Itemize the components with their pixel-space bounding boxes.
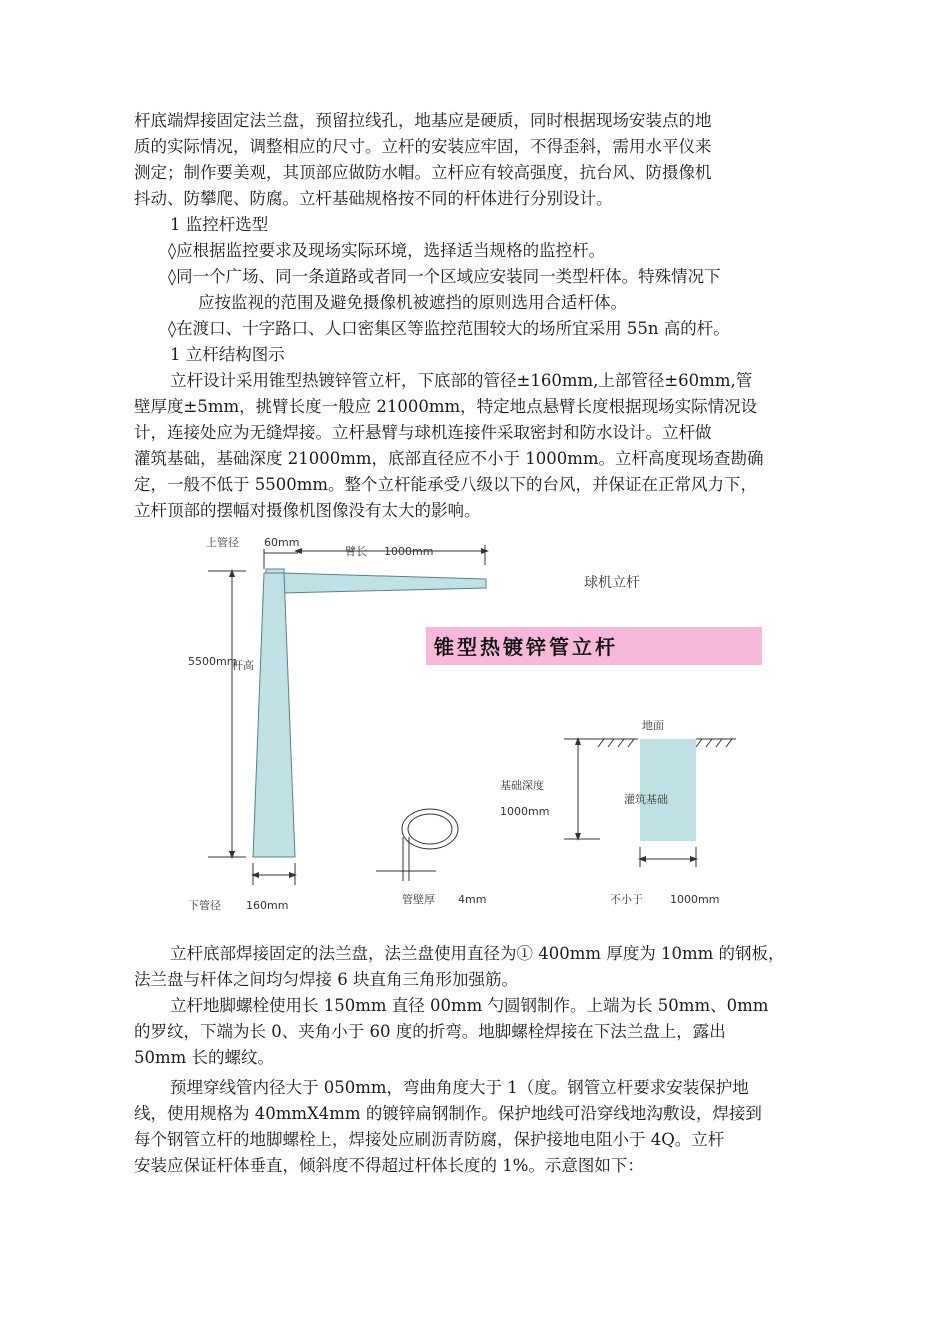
ground-label: 地面	[642, 719, 664, 732]
paragraph-line: 每个钢管立杆的地脚螺栓上，焊接处应刷沥青防腐，保护接地电阻小于 4Q。立杆	[134, 1130, 725, 1149]
foundation-block	[640, 739, 696, 841]
paragraph-line: 的罗纹，下端为长 0、夹角小于 60 度的折弯。地脚螺栓焊接在下法兰盘上，露出	[134, 1022, 726, 1041]
top-diameter-value: 60mm	[264, 536, 300, 549]
bullet-item: ◊在渡口、十字路口、人口密集区等监控范围较大的场所宜采用 55n 高的杆。	[168, 319, 730, 338]
paragraph-line: 法兰盘与杆体之间均匀焊接 6 块直角三角形加强筋。	[134, 970, 518, 989]
pole-body	[253, 573, 295, 857]
depth-label: 基础深度	[500, 779, 544, 792]
paragraph-line: 抖动、防攀爬、防腐。立杆基础规格按不同的杆体进行分别设计。	[134, 189, 613, 208]
bottom-diameter-label: 下管径	[188, 899, 221, 912]
intro-section	[134, 108, 824, 524]
paragraph-line: 灌筑基础，基础深度 21000mm，底部直径应不小于 1000mm。立杆高度现场查勘确	[134, 449, 764, 468]
bullet-item: ◊同一个广场、同一条道路或者同一个区域应安装同一类型杆体。特殊情况下	[168, 267, 721, 286]
paragraph-line: 计，连接处应为无缝焊接。立杆悬臂与球机连接件采取密封和防水设计。立杆做	[134, 423, 712, 442]
paragraph-line: 线，使用规格为 40mmX4mm 的镀锌扁钢制作。保护地线可沿穿线地沟敷设，焊接到	[134, 1104, 762, 1123]
height-value: 5500mm	[188, 655, 238, 668]
paragraph-line: 测定；制作要美观，其顶部应做防水帽。立杆应有较高强度，抗台风、防摄像机	[134, 163, 712, 182]
pole-arm	[282, 573, 486, 593]
paragraph-line: 50mm 长的螺纹。	[134, 1048, 275, 1067]
depth-value: 1000mm	[500, 805, 550, 818]
section-heading: 1 监控杆选型	[170, 215, 269, 234]
min-value: 1000mm	[670, 893, 720, 906]
top-diameter-label: 上管径	[206, 536, 239, 549]
pipe-inner-ring	[408, 814, 452, 844]
paragraph-line: 立杆顶部的摆幅对摄像机图像没有太大的影响。	[134, 501, 481, 520]
wall-label: 管壁厚	[402, 893, 435, 906]
arm-length-label: 臂长	[345, 545, 367, 558]
foundation-label: 灌筑基础	[624, 793, 668, 806]
paragraph-line: 杆底端焊接固定法兰盘，预留拉线孔，地基应是硬质，同时根据现场安装点的地	[134, 111, 712, 130]
bottom-diameter-value: 160mm	[246, 899, 289, 912]
pipe-outer-ring	[402, 809, 458, 849]
min-label: 不小于	[610, 893, 643, 906]
paragraph-line: 定，一般不低于 5500mm。整个立杆能承受八级以下的台风，并保证在正常风力下，	[134, 475, 758, 494]
height-label: 杆高	[232, 659, 254, 672]
paragraph-line: 质的实际情况，调整相应的尺寸。立杆的安装应牢固，不得歪斜，需用水平仪来	[134, 137, 712, 156]
flange-section	[134, 941, 824, 1179]
wall-value: 4mm	[458, 893, 487, 906]
paragraph-line: 立杆底部焊接固定的法兰盘，法兰盘使用直径为① 400mm 厚度为 10mm 的钢板，	[170, 944, 785, 963]
paragraph-line: 立杆地脚螺栓使用长 150mm 直径 00mm 勺圆钢制作。上端为长 50mm、0mm	[170, 996, 769, 1015]
paragraph-line: 安装应保证杆体垂直，倾斜度不得超过杆体长度的 1%。示意图如下：	[134, 1156, 644, 1175]
dome-pole-label: 球机立杆	[584, 575, 640, 591]
bullet-item: ◊应根据监控要求及现场实际环境，选择适当规格的监控杆。	[168, 241, 606, 260]
paragraph-line: 预埋穿线管内径大于 050mm，弯曲角度大于 1（度。钢管立杆要求安装保护地	[170, 1078, 749, 1097]
paragraph-line: 壁厚度±5mm，挑臂长度一般应 21000mm，特定地点悬臂长度根据现场实际情况设	[134, 397, 758, 416]
paragraph-line: 立杆设计采用锥型热镀锌管立杆，下底部的管径±160mm,上部管径±60mm,管	[170, 371, 753, 390]
banner-text: 锥型热镀锌管立杆	[434, 635, 618, 659]
section-heading: 1 立杆结构图示	[170, 345, 285, 364]
arm-length-value: 1000mm	[384, 545, 434, 558]
bullet-continuation: 应按监视的范围及避免摄像机被遮挡的原则选用合适杆体。	[198, 293, 627, 312]
pole-structure-diagram	[180, 525, 780, 920]
